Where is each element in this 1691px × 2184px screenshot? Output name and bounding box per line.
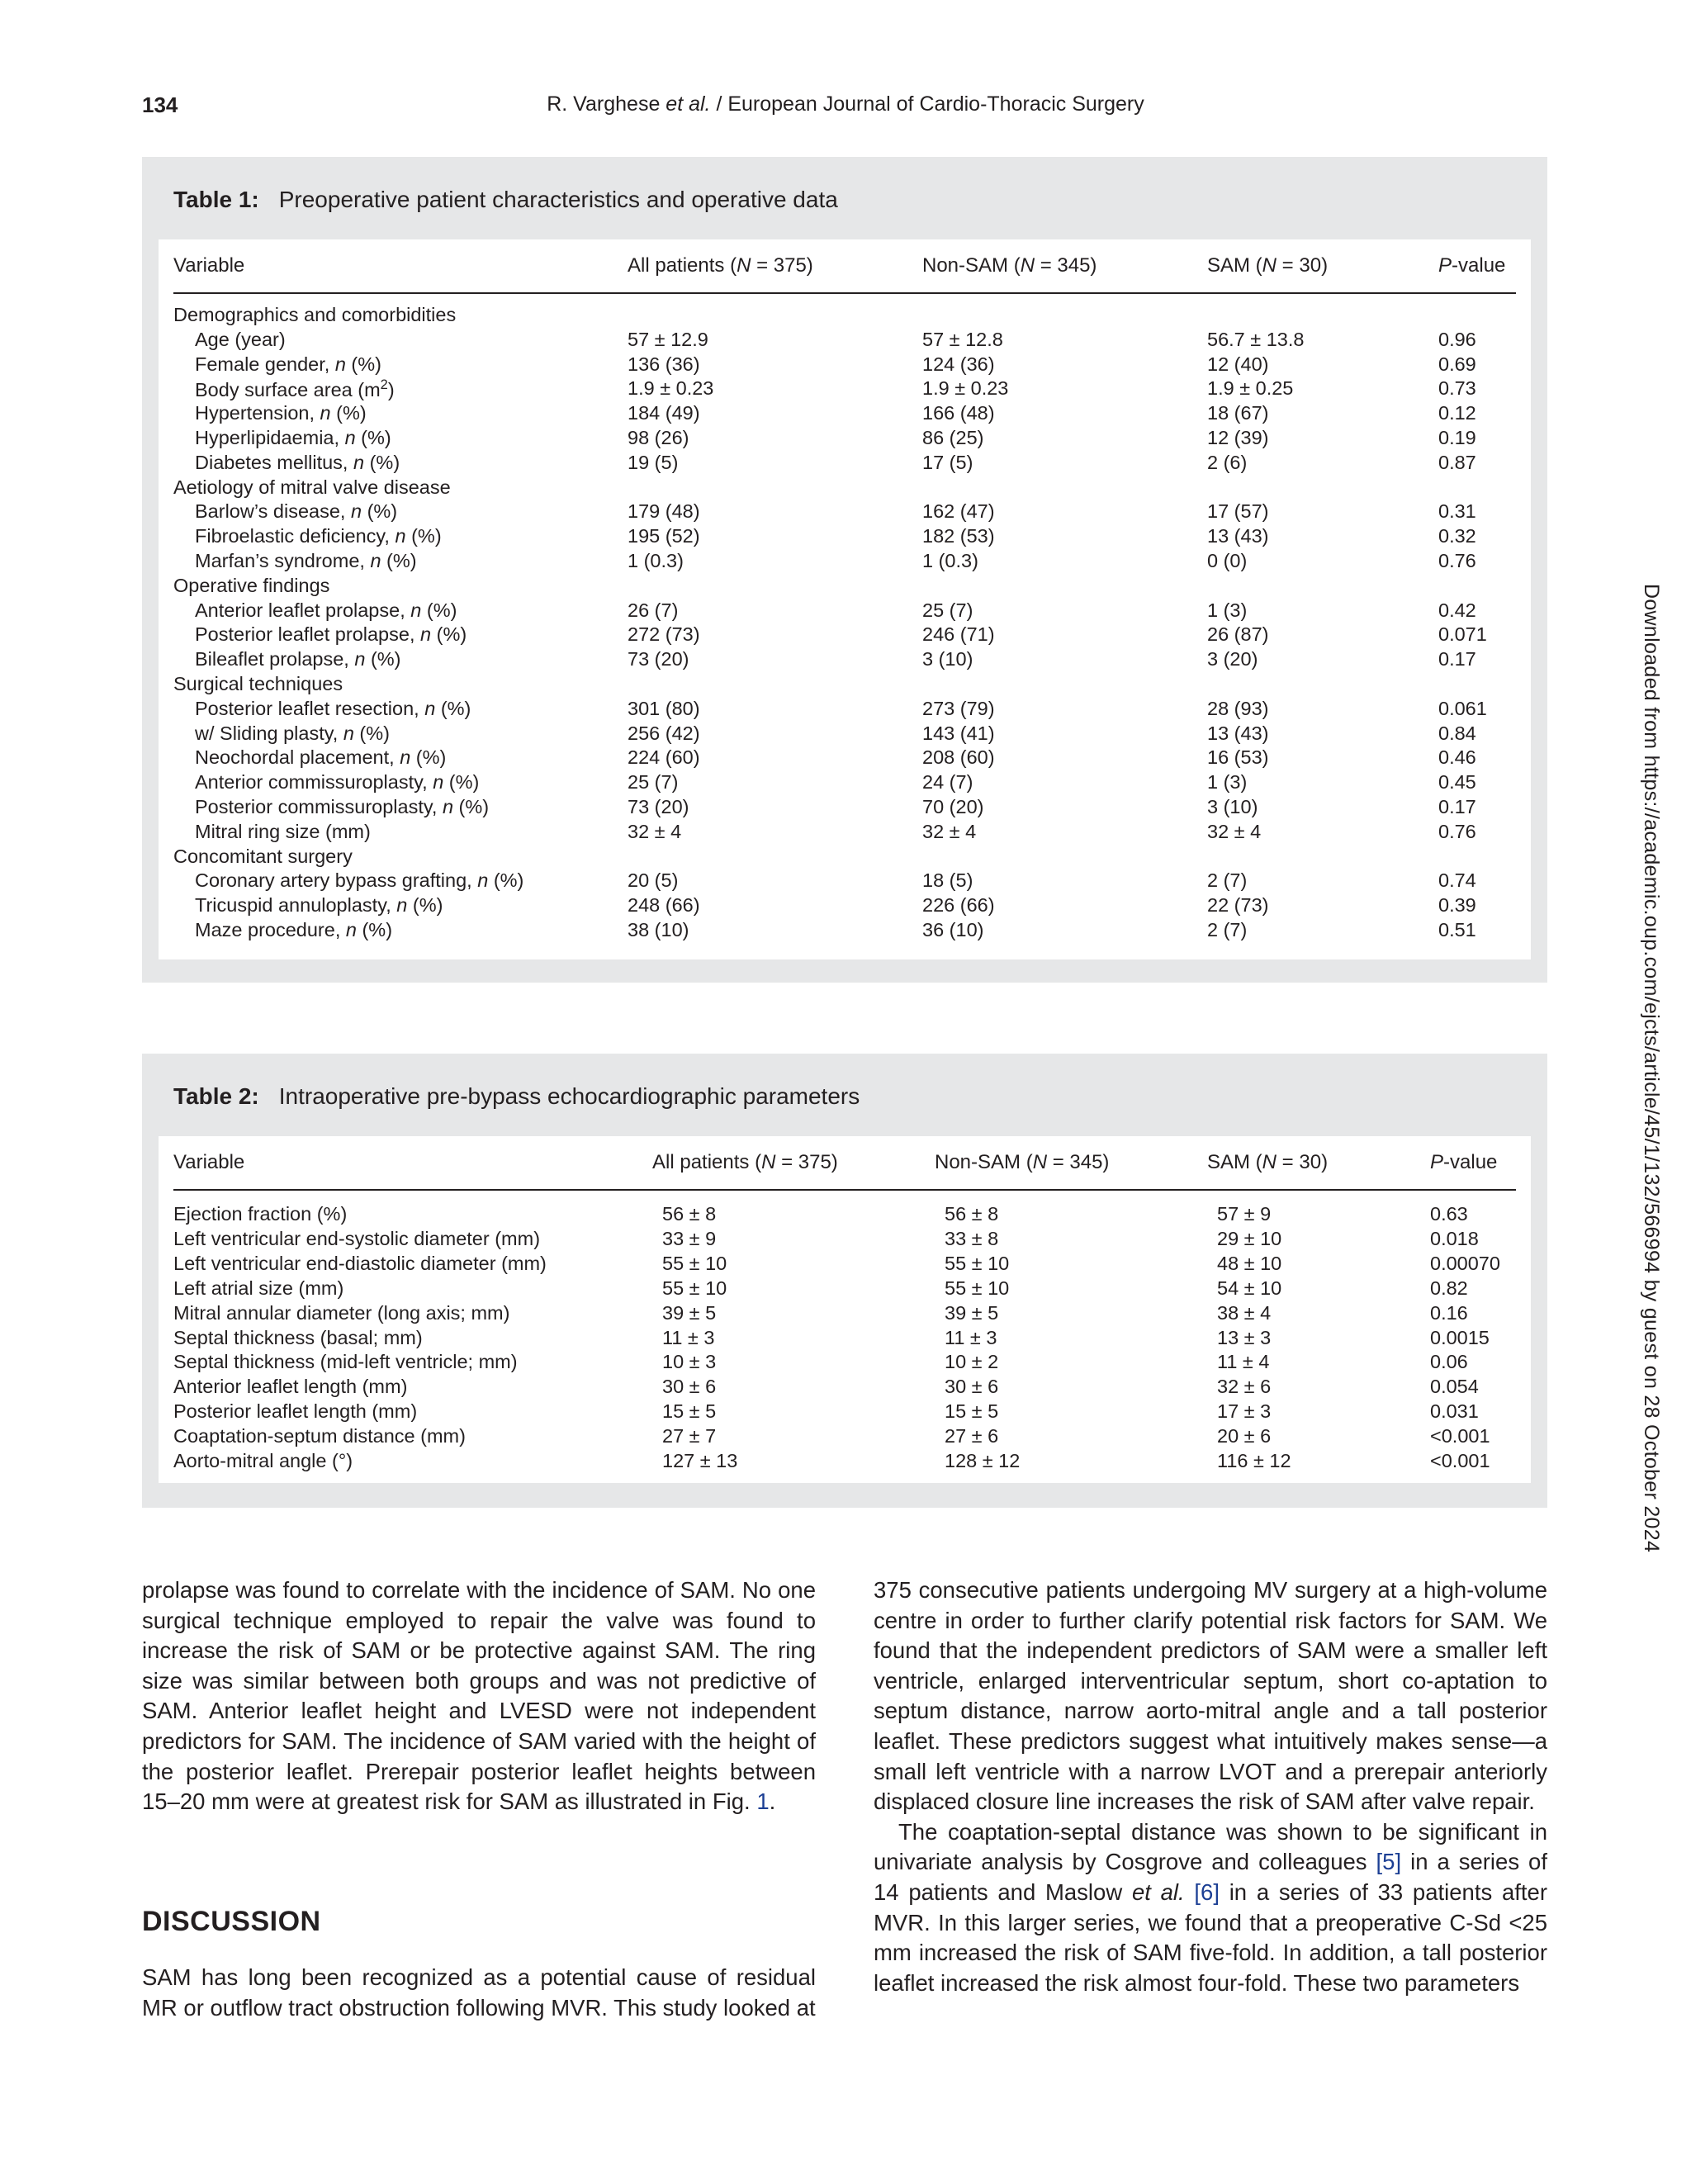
table-cell: Posterior leaflet prolapse, n (%) <box>195 623 467 646</box>
table-row <box>159 722 1531 747</box>
table-cell: 10 ± 3 <box>662 1351 717 1373</box>
table-cell: 56 ± 8 <box>662 1203 717 1225</box>
table-row <box>159 1228 1531 1253</box>
table-row <box>159 353 1531 378</box>
table-cell: 19 (5) <box>628 451 679 473</box>
table-cell: 11 ± 3 <box>945 1326 997 1348</box>
table-2-title <box>173 1083 860 1110</box>
table-cell: 57 ± 12.9 <box>628 328 708 350</box>
table-cell: Posterior leaflet length (mm) <box>173 1400 418 1423</box>
table-cell: 1 (0.3) <box>922 550 978 571</box>
table-cell: 56 ± 8 <box>945 1203 999 1225</box>
table-cell: 3 (10) <box>922 648 973 670</box>
table-cell: 13 (43) <box>1207 525 1269 547</box>
table-cell: 38 (10) <box>628 919 689 940</box>
table-cell: 136 (36) <box>628 353 700 375</box>
table-cell: 15 ± 5 <box>945 1400 999 1423</box>
table-row <box>159 329 1531 353</box>
table-cell: 54 ± 10 <box>1217 1277 1282 1299</box>
table-cell: 0.96 <box>1438 328 1476 350</box>
table-cell: 1.9 ± 0.25 <box>1207 377 1294 400</box>
table-cell: 10 ± 2 <box>945 1351 999 1373</box>
table-cell: 56.7 ± 13.8 <box>1207 328 1305 350</box>
table-cell: 70 (20) <box>922 796 984 817</box>
table-cell: 2 (7) <box>1207 869 1248 892</box>
table-cell: 0.19 <box>1438 427 1476 448</box>
table-cell: 256 (42) <box>628 722 700 744</box>
table-cell: Fibroelastic deficiency, n (%) <box>195 525 442 547</box>
table-cell: 0.12 <box>1438 402 1476 424</box>
table-cell: Maze procedure, n (%) <box>195 919 393 940</box>
table-cell: <0.001 <box>1430 1425 1490 1447</box>
table-cell: 273 (79) <box>922 697 995 719</box>
table-cell: 27 ± 6 <box>945 1425 999 1447</box>
table-cell: 0.87 <box>1438 451 1476 473</box>
table-2-caption: Intraoperative pre-bypass echocardiographic parameters <box>278 1083 860 1109</box>
running-head-authors: R. Varghese <box>547 92 666 116</box>
table-cell: 0.071 <box>1438 623 1487 646</box>
table-cell: 26 (7) <box>628 599 679 621</box>
etal-text: et al. <box>1131 1878 1185 1905</box>
table-2 <box>142 1054 1547 1508</box>
table-cell: 301 (80) <box>628 697 700 719</box>
table-2-label: Table 2: <box>173 1083 259 1109</box>
table-cell: 182 (53) <box>922 525 995 547</box>
table-row <box>159 575 1531 599</box>
table-cell: 18 (5) <box>922 869 973 892</box>
table-cell: 162 (47) <box>922 500 995 523</box>
table-cell: 17 (5) <box>922 451 973 473</box>
table-row <box>159 1327 1531 1352</box>
table-cell: 1 (3) <box>1207 599 1248 621</box>
table-cell: 25 (7) <box>922 599 973 621</box>
table-cell: 184 (49) <box>628 402 700 424</box>
table-cell: 26 (87) <box>1207 623 1269 646</box>
table-cell: w/ Sliding plasty, n (%) <box>195 722 390 744</box>
table-cell: 2 (7) <box>1207 919 1248 940</box>
table-cell: Diabetes mellitus, n (%) <box>195 451 400 473</box>
table-cell: 17 (57) <box>1207 500 1269 523</box>
table-cell: 0.73 <box>1438 377 1476 400</box>
table-2-column-header: Non-SAM (N = 345) <box>935 1151 1110 1173</box>
table-cell: 0.17 <box>1438 796 1476 817</box>
table-cell: Mitral ring size (mm) <box>195 820 371 842</box>
table-row <box>159 894 1531 919</box>
table-cell: Female gender, n (%) <box>195 353 381 375</box>
table-cell: Hypertension, n (%) <box>195 402 367 424</box>
table-cell: 27 ± 7 <box>662 1425 717 1447</box>
table-cell: 0.32 <box>1438 525 1476 547</box>
table-row <box>159 500 1531 525</box>
table-cell: 11 ± 4 <box>1217 1351 1270 1373</box>
table-cell: 2 (6) <box>1207 451 1248 473</box>
table-cell: 17 ± 3 <box>1217 1400 1272 1423</box>
table-cell: 32 ± 4 <box>1207 820 1262 842</box>
table-cell: Coaptation-septum distance (mm) <box>173 1425 466 1447</box>
table-cell: 55 ± 10 <box>662 1277 727 1299</box>
table-cell: 39 ± 5 <box>662 1301 717 1324</box>
table-cell: Operative findings <box>173 574 330 596</box>
table-cell: 36 (10) <box>922 919 984 940</box>
table-cell: 0.00070 <box>1430 1252 1500 1274</box>
table-2-body <box>159 1136 1531 1483</box>
body-column-left <box>142 1575 816 2024</box>
table-cell: Tricuspid annuloplasty, n (%) <box>195 894 443 917</box>
table-cell: 116 ± 12 <box>1217 1450 1291 1471</box>
running-head-etal: et al. <box>666 92 711 116</box>
table-row <box>159 698 1531 722</box>
table-cell: 1.9 ± 0.23 <box>922 377 1009 400</box>
table-cell: 25 (7) <box>628 771 679 794</box>
table-cell: Anterior leaflet prolapse, n (%) <box>195 599 457 621</box>
table-2-column-header: SAM (N = 30) <box>1207 1151 1329 1173</box>
table-cell: Surgical techniques <box>173 673 343 694</box>
table-row <box>159 402 1531 427</box>
table-cell: Neochordal placement, n (%) <box>195 746 447 769</box>
table-row <box>159 673 1531 698</box>
table-2-column-header: P-value <box>1430 1151 1498 1173</box>
table-cell: 55 ± 10 <box>945 1277 1010 1299</box>
running-head <box>0 92 1691 116</box>
table-cell: 166 (48) <box>922 402 995 424</box>
body-column-right <box>874 1575 1547 1998</box>
reference-5-link[interactable]: [5] <box>1376 1849 1402 1875</box>
table-cell: 24 (7) <box>922 771 973 794</box>
table-cell: 57 ± 9 <box>1217 1203 1272 1225</box>
table-cell: Hyperlipidaemia, n (%) <box>195 427 391 448</box>
table-cell: 33 ± 8 <box>945 1227 999 1249</box>
table-cell: 11 ± 3 <box>662 1326 715 1348</box>
table-cell: 0.63 <box>1430 1203 1468 1225</box>
table-cell: Ejection fraction (%) <box>173 1203 348 1225</box>
table-cell: 248 (66) <box>628 894 700 917</box>
running-head-journal: / European Journal of Cardio-Thoracic Surgery <box>710 92 1144 116</box>
table-cell: 86 (25) <box>922 427 984 448</box>
table-row <box>159 1203 1531 1228</box>
table-row <box>159 821 1531 846</box>
table-cell: 0.69 <box>1438 353 1476 375</box>
table-row <box>159 796 1531 821</box>
table-cell: 0.46 <box>1438 746 1476 769</box>
table-cell: 57 ± 12.8 <box>922 328 1003 350</box>
table-cell: Aetiology of mitral valve disease <box>173 476 451 498</box>
table-1-title <box>173 187 838 213</box>
table-cell: 38 ± 4 <box>1217 1301 1272 1324</box>
paragraph <box>874 1817 1547 1999</box>
reference-6-link[interactable]: [6] <box>1194 1878 1220 1905</box>
table-cell: 0.74 <box>1438 869 1476 892</box>
table-cell: 39 ± 5 <box>945 1301 999 1324</box>
table-row <box>159 525 1531 550</box>
table-cell: 55 ± 10 <box>945 1252 1010 1274</box>
table-cell: 0.16 <box>1430 1301 1468 1324</box>
paragraph <box>142 1575 816 1817</box>
page-number: 134 <box>142 92 178 117</box>
table-cell: 32 ± 4 <box>628 820 682 842</box>
table-row <box>159 1302 1531 1327</box>
table-cell: Demographics and comorbidities <box>173 304 457 325</box>
paragraph: SAM has long been recognized as a potential cause of residual MR or outflow tract obstruction following MVR. This study looked at <box>142 1964 816 2021</box>
table-cell: 98 (26) <box>628 427 689 448</box>
table-cell: 0.42 <box>1438 599 1476 621</box>
table-row <box>159 1425 1531 1450</box>
table-cell: 0.45 <box>1438 771 1476 794</box>
table-row <box>159 771 1531 796</box>
table-1-column-header: All patients (N = 375) <box>628 254 813 277</box>
table-cell: 246 (71) <box>922 623 995 646</box>
table-cell: Barlow’s disease, n (%) <box>195 500 398 523</box>
table-cell: 0.51 <box>1438 919 1476 940</box>
table-row <box>159 1277 1531 1302</box>
download-watermark: Downloaded from https://academic.oup.com/ejcts/article/45/1/132/566994 by guest on 28 October 2024 <box>1640 584 1663 1553</box>
table-1-column-header: Variable <box>173 254 245 277</box>
table-cell: Concomitant surgery <box>173 845 353 867</box>
table-cell: 32 ± 6 <box>1217 1376 1272 1398</box>
table-cell: 16 (53) <box>1207 746 1269 769</box>
table-row <box>159 746 1531 771</box>
table-cell: 195 (52) <box>628 525 700 547</box>
table-cell: Mitral annular diameter (long axis; mm) <box>173 1301 510 1324</box>
table-row <box>159 377 1531 402</box>
table-cell: Aorto-mitral angle (°) <box>173 1450 353 1471</box>
table-row <box>159 550 1531 575</box>
table-cell: 0.76 <box>1438 550 1476 571</box>
table-2-column-header: All patients (N = 375) <box>652 1151 838 1173</box>
table-cell: 13 (43) <box>1207 722 1269 744</box>
table-cell: 272 (73) <box>628 623 700 646</box>
table-row <box>159 1400 1531 1425</box>
table-cell: 30 ± 6 <box>662 1376 717 1398</box>
table-row <box>159 1450 1531 1475</box>
table-cell: 124 (36) <box>922 353 995 375</box>
table-cell: 226 (66) <box>922 894 995 917</box>
table-cell: 12 (39) <box>1207 427 1269 448</box>
table-cell: 128 ± 12 <box>945 1450 1021 1471</box>
table-1-body <box>159 239 1531 959</box>
table-cell: 15 ± 5 <box>662 1400 717 1423</box>
table-cell: 0.06 <box>1430 1351 1468 1373</box>
table-cell: 208 (60) <box>922 746 995 769</box>
table-cell: 0 (0) <box>1207 550 1248 571</box>
table-cell: 32 ± 4 <box>922 820 977 842</box>
table-cell: 224 (60) <box>628 746 700 769</box>
table-cell: 127 ± 13 <box>662 1450 738 1471</box>
table-cell: 179 (48) <box>628 500 700 523</box>
table-cell: Anterior leaflet length (mm) <box>173 1376 408 1398</box>
table-cell: <0.001 <box>1430 1450 1490 1471</box>
table-row <box>159 919 1531 944</box>
table-row <box>159 599 1531 624</box>
paragraph-text: in a series of 14 patients and Maslow <box>874 1849 1547 1905</box>
table-cell: 0.0015 <box>1430 1326 1490 1348</box>
table-1-caption: Preoperative patient characteristics and operative data <box>278 187 838 212</box>
table-cell: 0.061 <box>1438 697 1487 719</box>
table-row <box>159 304 1531 329</box>
table-cell: 143 (41) <box>922 722 995 744</box>
table-cell: 33 ± 9 <box>662 1227 717 1249</box>
table-cell: 28 (93) <box>1207 697 1269 719</box>
table-cell: 20 ± 6 <box>1217 1425 1272 1447</box>
table-row <box>159 846 1531 870</box>
table-cell: 20 (5) <box>628 869 679 892</box>
table-cell: Bileaflet prolapse, n (%) <box>195 648 401 670</box>
table-1 <box>142 157 1547 983</box>
table-row <box>159 452 1531 476</box>
table-cell: Anterior commissuroplasty, n (%) <box>195 771 480 794</box>
table-cell: 0.031 <box>1430 1400 1479 1423</box>
table-row <box>159 1253 1531 1277</box>
table-cell: Age (year) <box>195 328 286 350</box>
table-1-column-header: SAM (N = 30) <box>1207 254 1329 277</box>
table-cell: Marfan’s syndrome, n (%) <box>195 550 417 571</box>
table-row <box>159 623 1531 648</box>
table-cell: Left atrial size (mm) <box>173 1277 344 1299</box>
table-cell: 1 (0.3) <box>628 550 684 571</box>
table-cell: 0.018 <box>1430 1227 1479 1249</box>
discussion-heading: DISCUSSION <box>142 1905 321 1937</box>
table-row <box>159 648 1531 673</box>
paragraph-text: prolapse was found to correlate with the incidence of SAM. No one surgical technique employed to repair the valve was found to increase the risk of SAM or be protective against SAM. The ring size was similar between both groups and was not predictive of SAM. Anterior leaflet height and LVESD were not independent predictors for SAM. The incidence of SAM varied with the height of the posterior leaflet. Prerepair posterior leaflet heights between 15–20 mm were at greatest risk for SAM as illustrated in Fig. <box>142 1577 816 1815</box>
table-cell: 29 ± 10 <box>1217 1227 1282 1249</box>
paragraph-text: in a series of 33 patients after MVR. In this larger series, we found that a preoperative C-Sd <25 mm increased the risk of SAM five-fold. In addition, a tall posterior leaflet increased the risk almost four-fold. These two parameters <box>874 1878 1548 1996</box>
table-cell: Septal thickness (basal; mm) <box>173 1326 423 1348</box>
table-row <box>159 427 1531 452</box>
table-cell: 0.054 <box>1430 1376 1479 1398</box>
table-1-label: Table 1: <box>173 187 259 212</box>
page-header <box>0 92 1691 126</box>
table-cell: 0.84 <box>1438 722 1476 744</box>
table-cell: Left ventricular end-systolic diameter (mm) <box>173 1227 541 1249</box>
table-2-header-rule <box>173 1189 1516 1191</box>
table-cell: 0.31 <box>1438 500 1476 523</box>
table-cell: 0.17 <box>1438 648 1476 670</box>
table-2-column-header: Variable <box>173 1151 245 1173</box>
table-cell: 3 (20) <box>1207 648 1258 670</box>
table-cell: 0.39 <box>1438 894 1476 917</box>
table-1-column-header: Non-SAM (N = 345) <box>922 254 1097 277</box>
table-row <box>159 869 1531 894</box>
table-cell: 1 (3) <box>1207 771 1248 794</box>
table-cell: Posterior commissuroplasty, n (%) <box>195 796 490 817</box>
table-cell: 3 (10) <box>1207 796 1258 817</box>
table-1-header-rule <box>173 292 1516 294</box>
table-cell: Left ventricular end-diastolic diameter (mm) <box>173 1252 547 1274</box>
table-cell: 30 ± 6 <box>945 1376 999 1398</box>
table-cell: 1.9 ± 0.23 <box>628 377 714 400</box>
paragraph-text <box>1185 1879 1195 1905</box>
table-cell: 73 (20) <box>628 796 689 817</box>
table-cell: 73 (20) <box>628 648 689 670</box>
table-cell: 13 ± 3 <box>1217 1326 1272 1348</box>
table-cell: Body surface area $(m^2)$ <box>195 377 395 401</box>
table-cell: Coronary artery bypass grafting, n (%) <box>195 869 524 892</box>
table-cell: 0.82 <box>1430 1277 1468 1299</box>
table-cell: 0.76 <box>1438 820 1476 842</box>
paragraph-text: . <box>769 1788 776 1815</box>
table-cell: 22 (73) <box>1207 894 1269 917</box>
table-row <box>159 1376 1531 1400</box>
table-1-column-header: P-value <box>1438 254 1506 277</box>
figure-1-link[interactable]: 1 <box>756 1788 770 1815</box>
table-cell: Septal thickness (mid-left ventricle; mm) <box>173 1351 518 1373</box>
table-cell: 18 (67) <box>1207 402 1269 424</box>
paragraph-text: The coaptation-septal distance was shown to be significant in univariate analysis by Cosgrove and colleagues <box>874 1818 1547 1875</box>
paragraph: 375 consecutive patients undergoing MV surgery at a high-volume centre in order to further clarify potential risk factors for SAM. We found that the independent predictors of SAM were a smaller left ventricle, enlarged interventricular septum, short co-aptation to septum distance, narrow aorto-mitral angle and a tall posterior leaflet. These predictors suggest what intuitively makes sense—a small left ventricle with a narrow LVOT and a prerepair anteriorly displaced closure line increases the risk of SAM after valve repair. <box>874 1577 1547 1815</box>
table-cell: 12 (40) <box>1207 353 1269 375</box>
table-cell: Posterior leaflet resection, n (%) <box>195 697 471 719</box>
table-cell: 48 ± 10 <box>1217 1252 1282 1274</box>
table-cell: 55 ± 10 <box>662 1252 727 1274</box>
table-row <box>159 476 1531 501</box>
table-row <box>159 1351 1531 1376</box>
